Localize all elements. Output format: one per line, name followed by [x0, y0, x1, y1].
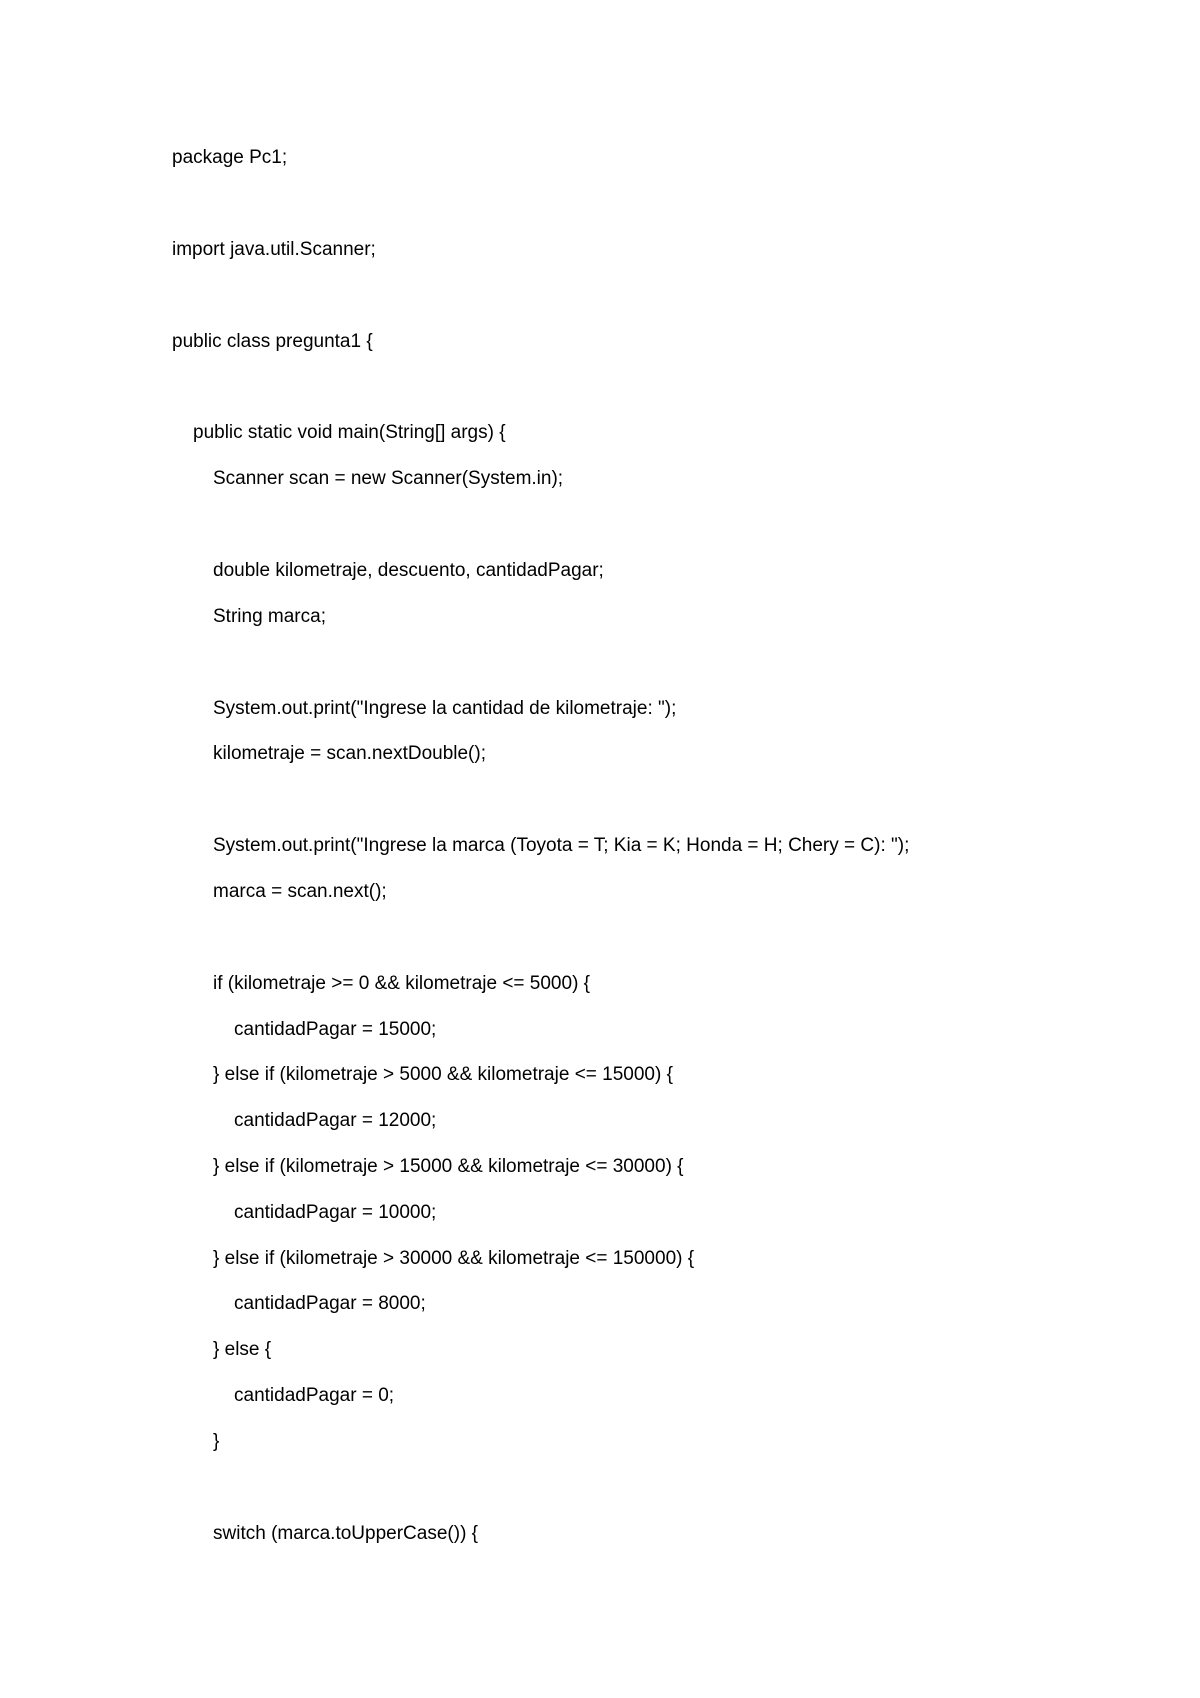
code-line-package: package Pc1; — [172, 147, 288, 168]
code-line-else-if-second: } else if (kilometraje > 5000 && kilometraje <= 15000) { — [213, 1064, 673, 1085]
code-line-read-marca: marca = scan.next(); — [213, 881, 387, 902]
code-line-print-kilometraje: System.out.print("Ingrese la cantidad de kilometraje: "); — [213, 698, 677, 719]
code-line-read-kilometraje: kilometraje = scan.nextDouble(); — [213, 743, 486, 764]
code-line-scanner-init: Scanner scan = new Scanner(System.in); — [213, 468, 564, 489]
code-line-if-first: if (kilometraje >= 0 && kilometraje <= 5000) { — [213, 973, 591, 994]
code-line-assign-15000: cantidadPagar = 15000; — [234, 1019, 437, 1040]
code-line-assign-10000: cantidadPagar = 10000; — [234, 1202, 437, 1223]
code-line-class-declaration: public class pregunta1 { — [172, 331, 373, 352]
code-line-switch: switch (marca.toUpperCase()) { — [213, 1523, 479, 1544]
code-line-print-marca: System.out.print("Ingrese la marca (Toyota = T; Kia = K; Honda = H; Chery = C): "); — [213, 835, 910, 856]
code-line-close-if: } — [213, 1431, 220, 1452]
code-line-assign-8000: cantidadPagar = 8000; — [234, 1293, 426, 1314]
code-line-main-method: public static void main(String[] args) { — [193, 422, 506, 443]
code-line-else-if-third: } else if (kilometraje > 15000 && kilometraje <= 30000) { — [213, 1156, 684, 1177]
code-line-double-vars: double kilometraje, descuento, cantidadPagar; — [213, 560, 604, 581]
code-line-else-if-fourth: } else if (kilometraje > 30000 && kilometraje <= 150000) { — [213, 1248, 695, 1269]
code-line-else: } else { — [213, 1339, 272, 1360]
code-line-assign-12000: cantidadPagar = 12000; — [234, 1110, 437, 1131]
code-line-import: import java.util.Scanner; — [172, 239, 376, 260]
code-line-string-var: String marca; — [213, 606, 326, 627]
code-line-assign-0: cantidadPagar = 0; — [234, 1385, 395, 1406]
